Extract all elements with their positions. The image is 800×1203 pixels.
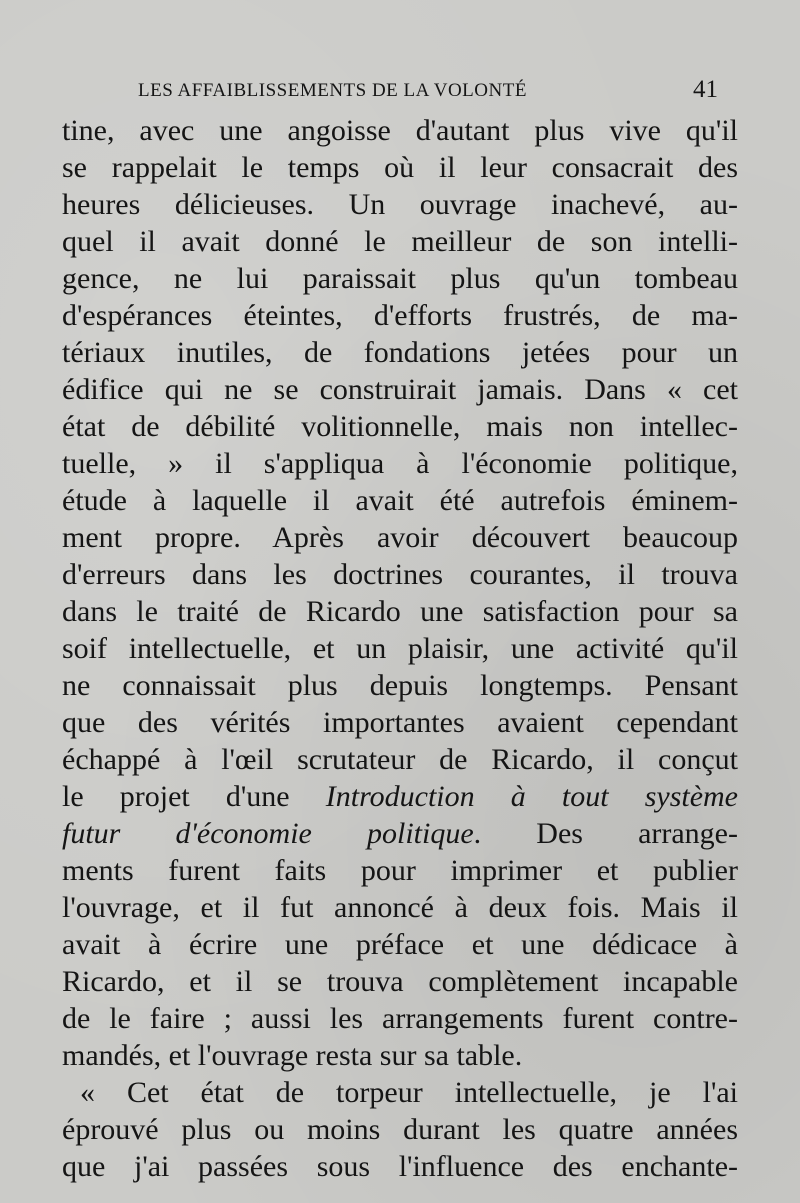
- text-line-mixed: [62, 815, 738, 852]
- text-line-mixed: [62, 778, 738, 815]
- running-title: LES AFFAIBLISSEMENTS DE LA VOLONTÉ: [138, 80, 527, 101]
- text-line: édifice qui ne se construirait jamais. Dans « cet: [62, 373, 738, 406]
- text-line: « Cet état de torpeur intellectuelle, je l'ai: [80, 1076, 738, 1109]
- text-line: avait à écrire une préface et une dédicace à: [62, 928, 738, 961]
- text-line: ne connaissait plus depuis longtemps. Pensant: [62, 669, 738, 702]
- text-line: tuelle, » il s'appliqua à l'économie politique,: [62, 447, 738, 480]
- text-line: que j'ai passées sous l'influence des enchante-: [62, 1150, 738, 1183]
- text-line: quel il avait donné le meilleur de son intelli-: [62, 225, 738, 258]
- text-line: d'erreurs dans les doctrines courantes, il trouva: [62, 558, 738, 591]
- text-line: échappé à l'œil scrutateur de Ricardo, il conçut: [62, 743, 738, 776]
- text-line: que des vérités importantes avaient cependant: [62, 706, 738, 739]
- text-line: heures délicieuses. Un ouvrage inachevé, au-: [62, 188, 738, 221]
- text-line: Ricardo, et il se trouva complètement incapable: [62, 965, 738, 998]
- italic-title-part-1: Introduction à tout système: [325, 780, 739, 813]
- text-line: l'ouvrage, et il fut annoncé à deux fois. Mais il: [62, 891, 738, 924]
- text-line: mandés, et l'ouvrage resta sur sa table.: [62, 1039, 523, 1072]
- text-line: de le faire ; aussi les arrangements furent contre-: [62, 1002, 738, 1035]
- text-line: état de débilité volitionnelle, mais non intellec-: [62, 410, 738, 443]
- text-line: ment propre. Après avoir découvert beaucoup: [62, 521, 738, 554]
- italic-title-part-2: futur d'économie politique: [62, 817, 474, 850]
- body-text: [62, 112, 738, 1185]
- text-line: gence, ne lui paraissait plus qu'un tombeau: [62, 262, 738, 295]
- text-line: dans le traité de Ricardo une satisfaction pour sa: [62, 595, 738, 628]
- text-fragment: . Des arrange-: [473, 817, 738, 850]
- text-fragment: le projet d'une: [62, 780, 290, 813]
- text-line: soif intellectuelle, et un plaisir, une activité qu'il: [62, 632, 738, 665]
- page-number: 41: [693, 76, 718, 103]
- text-line: se rappelait le temps où il leur consacrait des: [62, 151, 738, 184]
- text-line: ments furent faits pour imprimer et publier: [62, 854, 738, 887]
- text-line: d'espérances éteintes, d'efforts frustrés, de ma-: [62, 299, 738, 332]
- text-line: étude à laquelle il avait été autrefois éminem-: [62, 484, 738, 517]
- running-head: [138, 76, 718, 106]
- text-line: tine, avec une angoisse d'autant plus vive qu'il: [62, 114, 738, 147]
- text-line: éprouvé plus ou moins durant les quatre années: [62, 1113, 738, 1146]
- text-line: tériaux inutiles, de fondations jetées pour un: [62, 336, 738, 369]
